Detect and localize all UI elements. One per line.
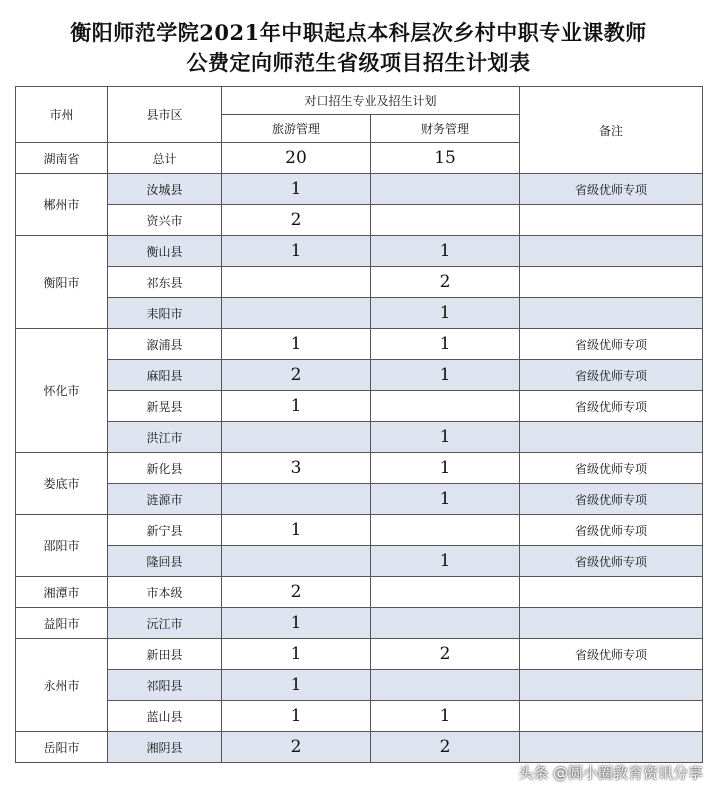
- header-tourism: 旅游管理: [222, 115, 371, 143]
- remark-cell: [520, 267, 703, 298]
- county-cell: 新晃县: [108, 391, 222, 422]
- finance-cell: 1: [371, 701, 520, 732]
- remark-cell: 省级优师专项: [520, 546, 703, 577]
- total-finance: 15: [371, 143, 520, 174]
- total-label: 总计: [108, 143, 222, 174]
- tourism-cell: 2: [222, 577, 371, 608]
- title-line-2: 公费定向师范生省级项目招生计划表: [186, 50, 531, 75]
- county-cell: 新宁县: [108, 515, 222, 546]
- county-cell: 麻阳县: [108, 360, 222, 391]
- table-row: [16, 515, 703, 546]
- tourism-cell: 1: [222, 236, 371, 267]
- city-cell: 湘潭市: [16, 577, 108, 608]
- table-row: [16, 236, 703, 267]
- tourism-cell: 1: [222, 391, 371, 422]
- tourism-cell: [222, 267, 371, 298]
- finance-cell: [371, 608, 520, 639]
- table-row: [16, 577, 703, 608]
- tourism-cell: [222, 546, 371, 577]
- watermark-text: 头条 @圆小圈教育资讯分享: [518, 764, 703, 782]
- county-cell: 汝城县: [108, 174, 222, 205]
- finance-cell: 1: [371, 546, 520, 577]
- table-row: [16, 639, 703, 670]
- city-cell: 邵阳市: [16, 515, 108, 577]
- enrollment-plan-table: [15, 86, 703, 763]
- finance-cell: 2: [371, 639, 520, 670]
- county-cell: 涟源市: [108, 484, 222, 515]
- header-plan-group: 对口招生专业及招生计划: [222, 87, 520, 115]
- county-cell: 祁东县: [108, 267, 222, 298]
- remark-cell: [520, 205, 703, 236]
- city-cell: 岳阳市: [16, 732, 108, 763]
- city-cell: 衡阳市: [16, 236, 108, 329]
- remark-cell: [520, 298, 703, 329]
- table-row: [16, 670, 703, 701]
- county-cell: 新田县: [108, 639, 222, 670]
- tourism-cell: 1: [222, 174, 371, 205]
- page-title: [0, 18, 717, 78]
- tourism-cell: 1: [222, 329, 371, 360]
- table-row: [16, 484, 703, 515]
- county-cell: 资兴市: [108, 205, 222, 236]
- tourism-cell: 1: [222, 608, 371, 639]
- county-cell: 溆浦县: [108, 329, 222, 360]
- finance-cell: [371, 174, 520, 205]
- remark-cell: 省级优师专项: [520, 453, 703, 484]
- header-city: 市州: [16, 87, 108, 143]
- finance-cell: 1: [371, 453, 520, 484]
- city-cell: 娄底市: [16, 453, 108, 515]
- remark-cell: 省级优师专项: [520, 174, 703, 205]
- county-cell: 沅江市: [108, 608, 222, 639]
- tourism-cell: 2: [222, 360, 371, 391]
- table-row: [16, 298, 703, 329]
- remark-cell: [520, 422, 703, 453]
- tourism-cell: 1: [222, 515, 371, 546]
- table-row: [16, 732, 703, 763]
- tourism-cell: 2: [222, 732, 371, 763]
- remark-cell: 省级优师专项: [520, 515, 703, 546]
- table-row: [16, 546, 703, 577]
- finance-cell: 1: [371, 298, 520, 329]
- table-row: [16, 422, 703, 453]
- remark-cell: [520, 577, 703, 608]
- city-cell: 怀化市: [16, 329, 108, 453]
- header-county: 县市区: [108, 87, 222, 143]
- remark-cell: 省级优师专项: [520, 329, 703, 360]
- county-cell: 新化县: [108, 453, 222, 484]
- remark-cell: [520, 236, 703, 267]
- city-cell: 郴州市: [16, 174, 108, 236]
- finance-cell: 1: [371, 360, 520, 391]
- city-cell: 永州市: [16, 639, 108, 732]
- table-row: [16, 329, 703, 360]
- tourism-cell: [222, 422, 371, 453]
- finance-cell: [371, 515, 520, 546]
- table-row: [16, 453, 703, 484]
- remark-cell: [520, 701, 703, 732]
- remark-cell: [520, 670, 703, 701]
- county-cell: 洪江市: [108, 422, 222, 453]
- remark-cell: 省级优师专项: [520, 639, 703, 670]
- finance-cell: 1: [371, 484, 520, 515]
- county-cell: 祁阳县: [108, 670, 222, 701]
- finance-cell: 2: [371, 267, 520, 298]
- remark-cell: [520, 608, 703, 639]
- county-cell: 衡山县: [108, 236, 222, 267]
- tourism-cell: 2: [222, 205, 371, 236]
- tourism-cell: 1: [222, 670, 371, 701]
- remark-cell: 省级优师专项: [520, 360, 703, 391]
- county-cell: 蓝山县: [108, 701, 222, 732]
- table-row: [16, 391, 703, 422]
- remark-cell: [520, 732, 703, 763]
- finance-cell: 1: [371, 329, 520, 360]
- county-cell: 隆回县: [108, 546, 222, 577]
- county-cell: 耒阳市: [108, 298, 222, 329]
- table-row: [16, 267, 703, 298]
- table-row: [16, 608, 703, 639]
- county-cell: 湘阴县: [108, 732, 222, 763]
- total-tourism: 20: [222, 143, 371, 174]
- table-row: [16, 174, 703, 205]
- finance-cell: [371, 670, 520, 701]
- tourism-cell: 1: [222, 639, 371, 670]
- total-province: 湖南省: [16, 143, 108, 174]
- tourism-cell: [222, 484, 371, 515]
- tourism-cell: 3: [222, 453, 371, 484]
- remark-cell: 省级优师专项: [520, 391, 703, 422]
- county-cell: 市本级: [108, 577, 222, 608]
- table-row: [16, 360, 703, 391]
- finance-cell: [371, 205, 520, 236]
- finance-cell: 1: [371, 236, 520, 267]
- table-row: [16, 205, 703, 236]
- remark-cell: 省级优师专项: [520, 484, 703, 515]
- finance-cell: [371, 391, 520, 422]
- tourism-cell: 1: [222, 701, 371, 732]
- finance-cell: 1: [371, 422, 520, 453]
- tourism-cell: [222, 298, 371, 329]
- table-row: [16, 701, 703, 732]
- header-finance: 财务管理: [371, 115, 520, 143]
- finance-cell: 2: [371, 732, 520, 763]
- header-remark: 备注: [520, 87, 703, 174]
- city-cell: 益阳市: [16, 608, 108, 639]
- title-line-1: 衡阳师范学院2021年中职起点本科层次乡村中职专业课教师: [70, 20, 647, 45]
- finance-cell: [371, 577, 520, 608]
